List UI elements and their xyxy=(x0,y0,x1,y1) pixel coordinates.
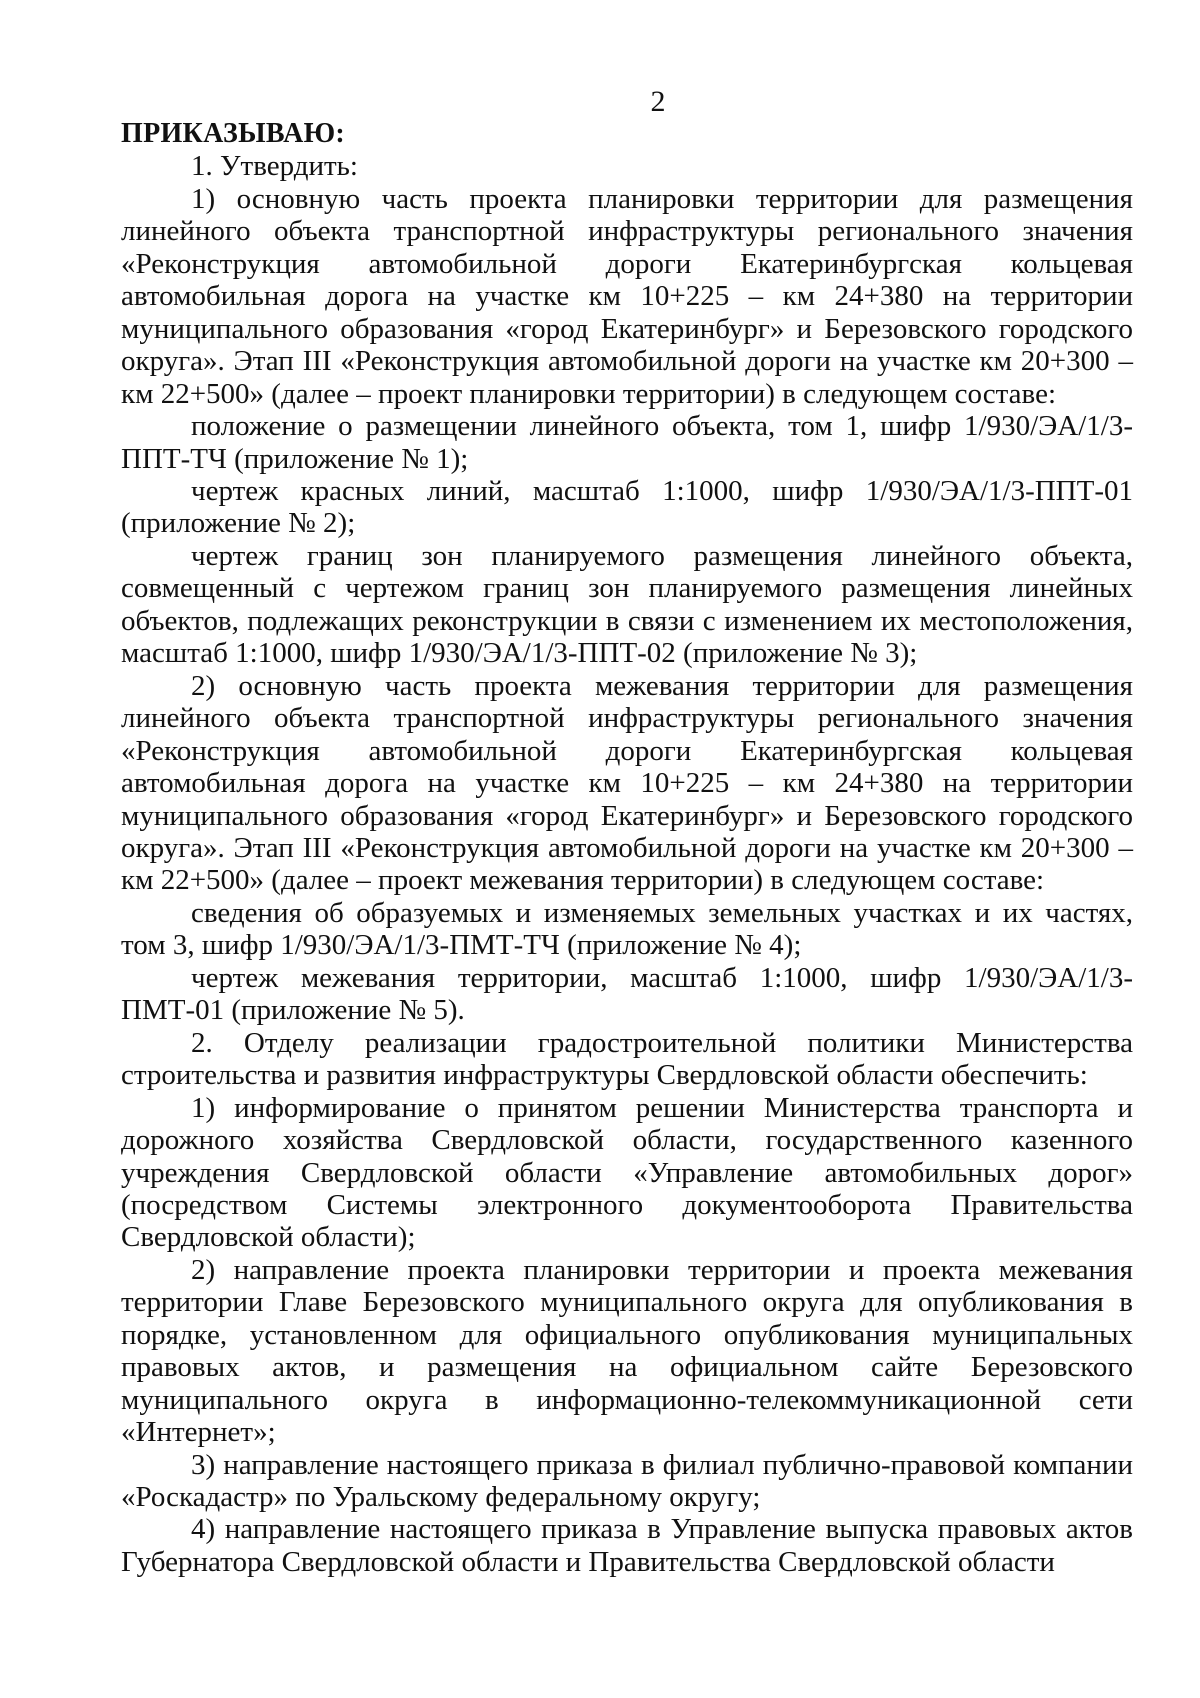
paragraph-appendix-5: чертеж межевания территории, масштаб 1:1000, шифр 1/930/ЭА/1/3-ПМТ-01 (приложение № 5). xyxy=(121,961,1133,1027)
paragraph-surveying-project: 2) основную часть проекта межевания территории для размещения линейного объекта транспортной инфраструктуры регионального значения «Реконструкция автомобильной дороги Екатеринбургская кольцевая автомобильная дорога на участке км 10+225 – км 24+380 на территории муниципального образования «город Екатеринбург» и Березовского городского округа». Этап III «Реконструкция автомобильной дороги на участке км 20+300 – км 22+500» (далее – проект межевания территории) в следующем составе: xyxy=(121,669,1133,897)
paragraph-task-inform: 1) информирование о принятом решении Министерства транспорта и дорожного хозяйства Свердловской области, государственного казенного учреждения Свердловской области «Управление автомобильных дорог» (посредством Системы электронного документооборота Правительства Свердловской области); xyxy=(121,1091,1133,1254)
paragraph-appendix-1: положение о размещении линейного объекта, том 1, шифр 1/930/ЭА/1/3-ППТ-ТЧ (приложение № 1); xyxy=(121,410,1133,475)
paragraph-appendix-4: сведения об образуемых и изменяемых земельных участках и их частях, том 3, шифр 1/930/ЭА/1/3-ПМТ-ТЧ (приложение № 4); xyxy=(121,896,1133,962)
document-body xyxy=(121,118,1133,1578)
paragraph-planning-project: 1) основную часть проекта планировки территории для размещения линейного объекта транспортной инфраструктуры регионального значения «Реконструкция автомобильной дороги Екатеринбургская кольцевая автомобильная дорога на участке км 10+225 – км 24+380 на территории муниципального образования «город Екатеринбург» и Березовского городского округа». Этап III «Реконструкция автомобильной дороги на участке км 20+300 – км 22+500» (далее – проект планировки территории) в следующем составе: xyxy=(121,182,1133,410)
order-heading: ПРИКАЗЫВАЮ: xyxy=(121,118,346,149)
paragraph-task-publish: 2) направление проекта планировки территории и проекта межевания территории Главе Березовского муниципального округа для опубликования в порядке, установленном для официального опубликования муниципальных правовых актов, и размещения на официальном сайте Березовского муниципального округа в информационно-телекоммуникационной сети «Интернет»; xyxy=(121,1253,1133,1449)
page-number: 2 xyxy=(650,85,666,118)
paragraph-task-roskadastr: 3) направление настоящего приказа в филиал публично-правовой компании «Роскадастр» по Уральскому федеральному округу; xyxy=(121,1448,1133,1514)
paragraph-approve: 1. Утвердить: xyxy=(191,150,358,183)
paragraph-department-tasks: 2. Отделу реализации градостроительной политики Министерства строительства и развития инфраструктуры Свердловской области обеспечить: xyxy=(121,1026,1133,1092)
paragraph-appendix-2: чертеж красных линий, масштаб 1:1000, шифр 1/930/ЭА/1/3-ППТ-01 (приложение № 2); xyxy=(121,474,1133,540)
paragraph-appendix-3: чертеж границ зон планируемого размещения линейного объекта, совмещенный с чертежом границ зон планируемого размещения линейных объектов, подлежащих реконструкции в связи с изменением их местоположения, масштаб 1:1000, шифр 1/930/ЭА/1/3-ППТ-02 (приложение № 3); xyxy=(121,539,1133,670)
paragraph-task-legal-acts: 4) направление настоящего приказа в Управление выпуска правовых актов Губернатора Свердловской области и Правительства Свердловской области xyxy=(121,1513,1133,1578)
